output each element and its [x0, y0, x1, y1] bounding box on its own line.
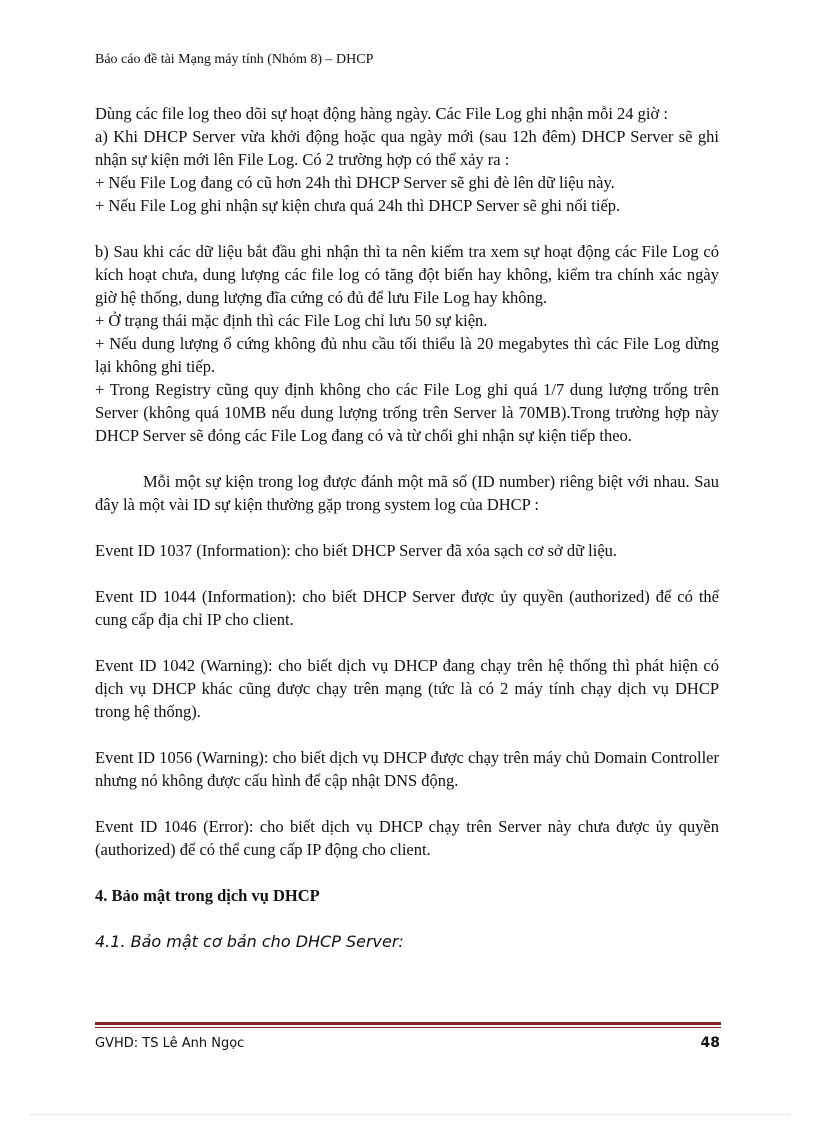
paragraph: Mỗi một sự kiện trong log được đánh một mã số (ID number) riêng biệt với nhau. Sau đây là một vài ID sự kiện thường gặp trong system log của DHCP :	[95, 472, 719, 514]
paragraph: a) Khi DHCP Server vừa khởi động hoặc qua ngày mới (sau 12h đêm) DHCP Server sẽ ghi nhận sự kiện mới lên File Log. Có 2 trường hợp có thể xảy ra :	[95, 127, 719, 169]
event-paragraph: Event ID 1046 (Error): cho biết dịch vụ DHCP chạy trên Server này chưa được ủy quyền (authorized) để có thể cung cấp IP động cho client.	[95, 817, 719, 859]
paragraph: + Trong Registry cũng quy định không cho các File Log ghi quá 1/7 dung lượng trống trên Server (không quá 10MB nếu dung lượng trống trên Server là 70MB).Trong trường hợp này DHCP Server sẽ đóng các File Log đang có và từ chối ghi nhận sự kiện tiếp theo.	[95, 380, 719, 445]
event-paragraph: Event ID 1056 (Warning): cho biết dịch vụ DHCP được chạy trên máy chủ Domain Controller nhưng nó không được cấu hình để cập nhật DNS động.	[95, 748, 719, 790]
paragraph: Dùng các file log theo dõi sự hoạt động hàng ngày. Các File Log ghi nhận mỗi 24 giờ :	[95, 104, 668, 123]
event-paragraph: Event ID 1037 (Information): cho biết DHCP Server đã xóa sạch cơ sở dữ liệu.	[95, 541, 618, 560]
paragraph: b) Sau khi các dữ liệu bắt đầu ghi nhận thì ta nên kiểm tra xem sự hoạt động các File Log có kích hoạt chưa, dung lượng các file log có tăng đột biến hay không, kiểm tra chính xác ngày giờ hệ thống, dung lượng đĩa cứng có đủ để lưu File Log hay không.	[95, 242, 719, 307]
footer-rule-thin	[95, 1027, 721, 1028]
paragraph: + Nếu dung lượng ổ cứng không đủ nhu cầu tối thiểu là 20 megabytes thì các File Log dừng lại không ghi tiếp.	[95, 334, 719, 376]
paragraph: + Nếu File Log ghi nhận sự kiện chưa quá 24h thì DHCP Server sẽ ghi nối tiếp.	[95, 196, 621, 215]
footer-advisor: GVHD: TS Lê Anh Ngọc	[95, 1036, 245, 1051]
page-bottom-border	[30, 1114, 790, 1115]
footer-rule	[95, 1022, 721, 1025]
event-paragraph: Event ID 1042 (Warning): cho biết dịch vụ DHCP đang chạy trên hệ thống thì phát hiện có dịch vụ DHCP khác cũng được chạy trên mạng (tức là có 2 máy tính chạy dịch vụ DHCP trong hệ thống).	[95, 656, 719, 721]
paragraph: + Ở trạng thái mặc định thì các File Log chỉ lưu 50 sự kiện.	[95, 311, 488, 330]
page-header: Báo cáo đề tài Mạng máy tính (Nhóm 8) – DHCP	[95, 52, 374, 67]
page-number: 48	[700, 1035, 720, 1051]
event-paragraph: Event ID 1044 (Information): cho biết DHCP Server được ủy quyền (authorized) để có thể cung cấp địa chỉ IP cho client.	[95, 587, 719, 629]
section-heading: 4. Bảo mật trong dịch vụ DHCP	[95, 886, 320, 905]
document-body	[95, 102, 719, 953]
subsection-heading: 4.1. Bảo mật cơ bản cho DHCP Server:	[95, 932, 404, 951]
paragraph: + Nếu File Log đang có cũ hơn 24h thì DHCP Server sẽ ghi đè lên dữ liệu này.	[95, 173, 615, 192]
